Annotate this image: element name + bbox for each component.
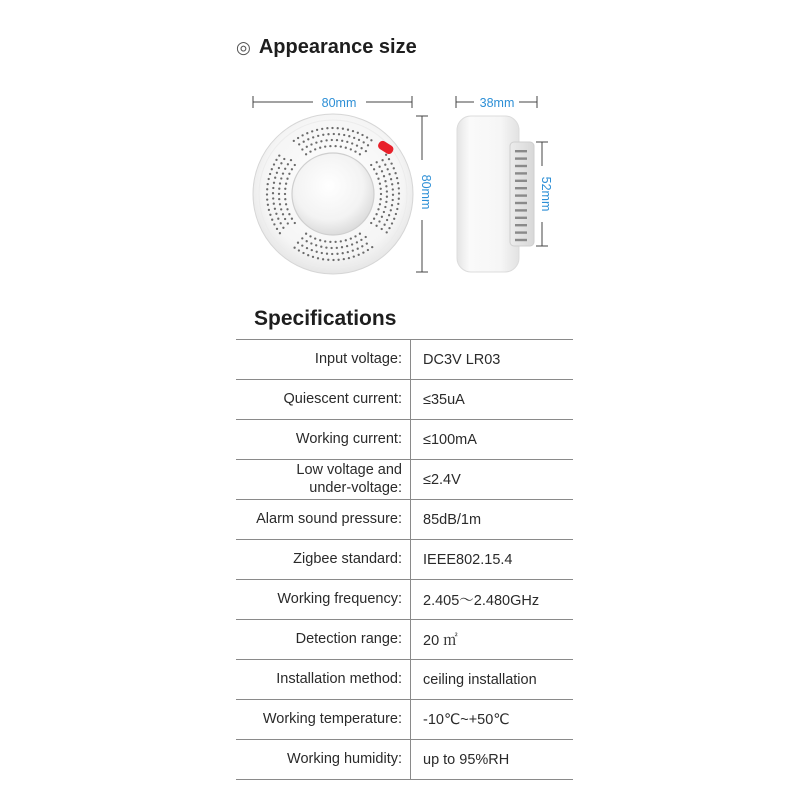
side-height-label: 52mm (539, 176, 553, 212)
vent-hole (285, 183, 287, 185)
vent-hole (268, 178, 270, 180)
vent-hole (324, 145, 326, 147)
vent-hole (345, 239, 347, 241)
vent-hole (379, 203, 381, 205)
vent-hole (384, 180, 386, 182)
vent-hole (340, 145, 342, 147)
vent-hole (365, 150, 367, 152)
spec-label: Working frequency: (277, 590, 402, 607)
vent-hole (312, 256, 314, 258)
vent-hole (361, 245, 363, 247)
spec-label: Input voltage: (314, 350, 402, 367)
vent-hole (331, 127, 333, 129)
vent-hole (269, 214, 271, 216)
vent-hole (310, 242, 312, 244)
vent-hole (266, 188, 268, 190)
vent-hole (336, 253, 338, 255)
vent-hole (291, 168, 293, 170)
detector-front-view (253, 114, 413, 274)
side-vent-slot (515, 231, 527, 233)
vent-hole (293, 247, 295, 249)
spec-row (236, 340, 573, 380)
vent-hole (393, 167, 395, 169)
vent-hole (379, 183, 381, 185)
vent-hole (338, 133, 340, 135)
vent-hole (311, 249, 313, 251)
vent-hole (391, 183, 393, 185)
vent-hole (278, 198, 280, 200)
vent-hole (286, 178, 288, 180)
vent-hole (330, 247, 332, 249)
vent-hole (370, 222, 372, 224)
vent-hole (370, 139, 372, 141)
vent-hole (316, 129, 318, 131)
vent-hole (282, 172, 284, 174)
vent-hole (348, 135, 350, 137)
spec-label: Installation method: (276, 670, 402, 687)
spec-label: Alarm sound pressure: (256, 510, 402, 527)
vent-hole (324, 240, 326, 242)
vent-hole (315, 244, 317, 246)
vent-hole (329, 241, 331, 243)
vent-hole (267, 183, 269, 185)
vent-hole (282, 213, 284, 215)
vent-hole (351, 142, 353, 144)
vent-hole (341, 246, 343, 248)
spec-label: Working humidity: (287, 750, 402, 767)
spec-row (236, 700, 573, 740)
front-height-label: 80mm (419, 174, 433, 210)
vent-hole (276, 228, 278, 230)
vent-hole (347, 129, 349, 131)
vent-hole (297, 137, 299, 139)
vent-hole (325, 246, 327, 248)
vent-hole (284, 218, 286, 220)
vent-hole (278, 167, 280, 169)
vent-hole (384, 164, 386, 166)
vent-hole (397, 182, 399, 184)
vent-hole (387, 168, 389, 170)
vent-hole (320, 140, 322, 142)
vent-hole (388, 173, 390, 175)
vent-hole (383, 224, 385, 226)
vent-hole (383, 211, 385, 213)
spec-value: DC3V LR03 (423, 351, 501, 368)
vent-hole (356, 241, 358, 243)
vent-hole (267, 204, 269, 206)
vent-hole (395, 213, 397, 215)
vent-hole (362, 251, 364, 253)
vent-hole (273, 182, 275, 184)
side-vent-slot (515, 150, 527, 152)
vent-hole (354, 150, 356, 152)
vent-hole (327, 259, 329, 261)
vent-hole (381, 159, 383, 161)
vent-hole (284, 198, 286, 200)
vent-hole (342, 252, 344, 254)
vent-hole (357, 248, 359, 250)
spec-value: ≤100mA (423, 431, 477, 448)
vent-hole (392, 199, 394, 201)
vent-hole (291, 218, 293, 220)
spec-row (236, 380, 573, 420)
vent-hole (276, 172, 278, 174)
vent-hole (398, 192, 400, 194)
vent-hole (386, 190, 388, 192)
vent-hole (396, 208, 398, 210)
vent-hole (327, 133, 329, 135)
vent-hole (307, 254, 309, 256)
vent-hole (342, 128, 344, 130)
vent-hole (298, 143, 300, 145)
vent-hole (386, 231, 388, 233)
vent-hole (282, 227, 284, 229)
vent-hole (331, 139, 333, 141)
vent-hole (303, 141, 305, 143)
vent-hole (336, 139, 338, 141)
vent-hole (367, 249, 369, 251)
specifications-table (236, 339, 573, 780)
spec-row (236, 620, 573, 660)
spec-row (236, 660, 573, 700)
vent-hole (280, 208, 282, 210)
vent-hole (381, 216, 383, 218)
vent-hole (310, 143, 312, 145)
spec-label: Low voltage and under-voltage: (296, 462, 402, 496)
spec-value: 20 ㎡ (423, 633, 458, 649)
side-vent-slot (515, 209, 527, 211)
vent-hole (346, 141, 348, 143)
vent-hole (356, 144, 358, 146)
vent-hole (331, 253, 333, 255)
vent-hole (392, 194, 394, 196)
vent-hole (332, 259, 334, 261)
vent-hole (293, 140, 295, 142)
side-vent-slot (515, 194, 527, 196)
vent-hole (279, 232, 281, 234)
vent-hole (398, 187, 400, 189)
vent-hole (269, 173, 271, 175)
spec-label: Quiescent current: (283, 390, 402, 407)
side-vent-slot (515, 172, 527, 174)
vent-hole (375, 173, 377, 175)
vent-hole (391, 204, 393, 206)
vent-hole (388, 227, 390, 229)
vent-hole (287, 222, 289, 224)
vent-hole (378, 166, 380, 168)
vent-hole (301, 134, 303, 136)
spec-label: Working current: (295, 430, 402, 447)
vent-hole (317, 257, 319, 259)
vent-hole (301, 237, 303, 239)
spec-value: up to 95%RH (423, 751, 510, 768)
vent-hole (350, 237, 352, 239)
vent-hole (275, 159, 277, 161)
vent-hole (271, 219, 273, 221)
vent-hole (354, 235, 356, 237)
vent-hole (388, 158, 390, 160)
vent-hole (380, 198, 382, 200)
vent-hole (273, 223, 275, 225)
vent-hole (302, 252, 304, 254)
vent-hole (319, 147, 321, 149)
vent-hole (294, 164, 296, 166)
vent-hole (363, 141, 365, 143)
vent-hole (306, 247, 308, 249)
vent-hole (301, 148, 303, 150)
vent-hole (392, 188, 394, 190)
vent-hole (345, 147, 347, 149)
vent-hole (341, 140, 343, 142)
vent-hole (360, 239, 362, 241)
spec-row (236, 580, 573, 620)
vent-hole (357, 132, 359, 134)
spec-label: Working temperature: (262, 710, 402, 727)
vent-hole (317, 135, 319, 137)
vent-hole (390, 162, 392, 164)
vent-hole (283, 158, 285, 160)
vent-hole (371, 246, 373, 248)
vent-hole (360, 147, 362, 149)
side-vent-slot (515, 239, 527, 241)
vent-hole (285, 203, 287, 205)
vent-hole (272, 187, 274, 189)
vent-hole (266, 198, 268, 200)
vent-hole (394, 172, 396, 174)
vent-hole (321, 128, 323, 130)
vent-hole (312, 136, 314, 138)
vent-hole (359, 153, 361, 155)
appearance-size-title: Appearance size (258, 36, 417, 58)
side-depth-label: 38mm (479, 96, 515, 110)
vent-hole (315, 141, 317, 143)
vent-hole (390, 209, 392, 211)
vent-hole (365, 236, 367, 238)
spec-row (236, 420, 573, 460)
vent-hole (314, 237, 316, 239)
vent-hole (381, 170, 383, 172)
vent-hole (279, 203, 281, 205)
spec-value: 85dB/1m (423, 511, 482, 528)
spec-row (236, 740, 573, 780)
vent-hole (284, 188, 286, 190)
vent-hole (391, 222, 393, 224)
vent-hole (309, 150, 311, 152)
vent-hole (398, 198, 400, 200)
vent-hole (334, 241, 336, 243)
vent-hole (319, 239, 321, 241)
vent-hole (306, 146, 308, 148)
vent-hole (309, 235, 311, 237)
vent-hole (370, 164, 372, 166)
vent-hole (306, 240, 308, 242)
vent-hole (279, 182, 281, 184)
front-width-label: 80mm (321, 96, 357, 110)
vent-hole (329, 145, 331, 147)
vent-hole (305, 153, 307, 155)
vent-hole (358, 254, 360, 256)
vent-hole (334, 145, 336, 147)
vent-hole (272, 197, 274, 199)
vent-hole (346, 245, 348, 247)
vent-hole (288, 213, 290, 215)
vent-hole (287, 163, 289, 165)
vent-hole (378, 220, 380, 222)
vent-hole (337, 259, 339, 261)
vent-hole (366, 136, 368, 138)
spec-label: Zigbee standard: (293, 550, 402, 567)
vent-hole (271, 168, 273, 170)
vent-hole (333, 133, 335, 135)
vent-hole (377, 178, 379, 180)
vent-hole (294, 222, 296, 224)
vent-hole (397, 203, 399, 205)
vent-hole (361, 134, 363, 136)
side-vent-slot (515, 180, 527, 182)
vent-hole (320, 246, 322, 248)
vent-hole (348, 257, 350, 259)
vent-hole (268, 209, 270, 211)
spec-row (236, 540, 573, 580)
vent-hole (298, 249, 300, 251)
vent-hole (280, 162, 282, 164)
vent-hole (278, 188, 280, 190)
vent-hole (343, 134, 345, 136)
circle-target-icon: ◎ (236, 37, 251, 57)
vent-hole (347, 251, 349, 253)
vent-hole (375, 225, 377, 227)
vent-hole (273, 163, 275, 165)
side-vent-slot (515, 224, 527, 226)
vent-hole (350, 148, 352, 150)
vent-hole (280, 177, 282, 179)
vent-hole (385, 154, 387, 156)
vent-hole (286, 208, 288, 210)
vent-hole (388, 214, 390, 216)
vent-hole (322, 134, 324, 136)
vent-hole (367, 144, 369, 146)
vent-hole (326, 127, 328, 129)
detector-side-view (457, 116, 534, 272)
vent-hole (274, 177, 276, 179)
vent-hole (386, 196, 388, 198)
vent-hole (284, 168, 286, 170)
vent-hole (373, 168, 375, 170)
vent-hole (376, 161, 378, 163)
vent-hole (301, 244, 303, 246)
spec-row (236, 460, 573, 500)
vent-hole (336, 247, 338, 249)
vent-hole (352, 130, 354, 132)
vent-hole (386, 219, 388, 221)
vent-hole (383, 175, 385, 177)
vent-hole (297, 242, 299, 244)
vent-hole (275, 213, 277, 215)
spec-row (236, 500, 573, 540)
vent-hole (274, 208, 276, 210)
vent-hole (311, 130, 313, 132)
vent-hole (396, 177, 398, 179)
vent-hole (272, 192, 274, 194)
spec-value: ceiling installation (423, 671, 537, 688)
spec-value: -10℃~+50℃ (423, 711, 510, 728)
vent-hole (377, 208, 379, 210)
side-vent-slot (515, 202, 527, 204)
vent-hole (305, 233, 307, 235)
side-vent-slot (515, 165, 527, 167)
vent-hole (284, 193, 286, 195)
vent-hole (385, 201, 387, 203)
vent-hole (390, 178, 392, 180)
specifications-title: Specifications (254, 307, 397, 330)
vent-hole (393, 218, 395, 220)
vent-hole (366, 242, 368, 244)
vent-hole (353, 137, 355, 139)
product-dimension-drawing (0, 0, 800, 300)
vent-hole (278, 193, 280, 195)
vent-hole (351, 243, 353, 245)
spec-value: ≤35uA (423, 391, 465, 408)
spec-value: IEEE802.15.4 (423, 551, 513, 568)
vent-hole (380, 193, 382, 195)
vent-hole (278, 154, 280, 156)
spec-value: 2.405〜2.480GHz (423, 593, 540, 609)
vent-hole (340, 240, 342, 242)
vent-hole (306, 132, 308, 134)
vent-hole (352, 249, 354, 251)
side-vent-slot (515, 217, 527, 219)
vent-hole (321, 252, 323, 254)
spec-label: Detection range: (295, 630, 402, 647)
vent-hole (359, 233, 361, 235)
vent-hole (314, 148, 316, 150)
vent-hole (322, 258, 324, 260)
vent-hole (337, 127, 339, 129)
vent-hole (266, 193, 268, 195)
vent-hole (280, 222, 282, 224)
vent-hole (290, 159, 292, 161)
vent-hole (273, 203, 275, 205)
vent-hole (277, 218, 279, 220)
side-vent-slot (515, 157, 527, 159)
vent-hole (381, 228, 383, 230)
vent-hole (316, 251, 318, 253)
spec-value: ≤2.4V (423, 471, 461, 488)
vent-hole (375, 213, 377, 215)
vent-hole (326, 253, 328, 255)
vent-hole (358, 139, 360, 141)
vent-hole (384, 206, 386, 208)
vent-hole (343, 258, 345, 260)
vent-hole (385, 185, 387, 187)
vent-hole (325, 139, 327, 141)
vent-hole (353, 255, 355, 257)
vent-hole (307, 138, 309, 140)
side-vent-slot (515, 187, 527, 189)
vent-hole (288, 173, 290, 175)
vent-hole (380, 188, 382, 190)
vent-hole (373, 218, 375, 220)
